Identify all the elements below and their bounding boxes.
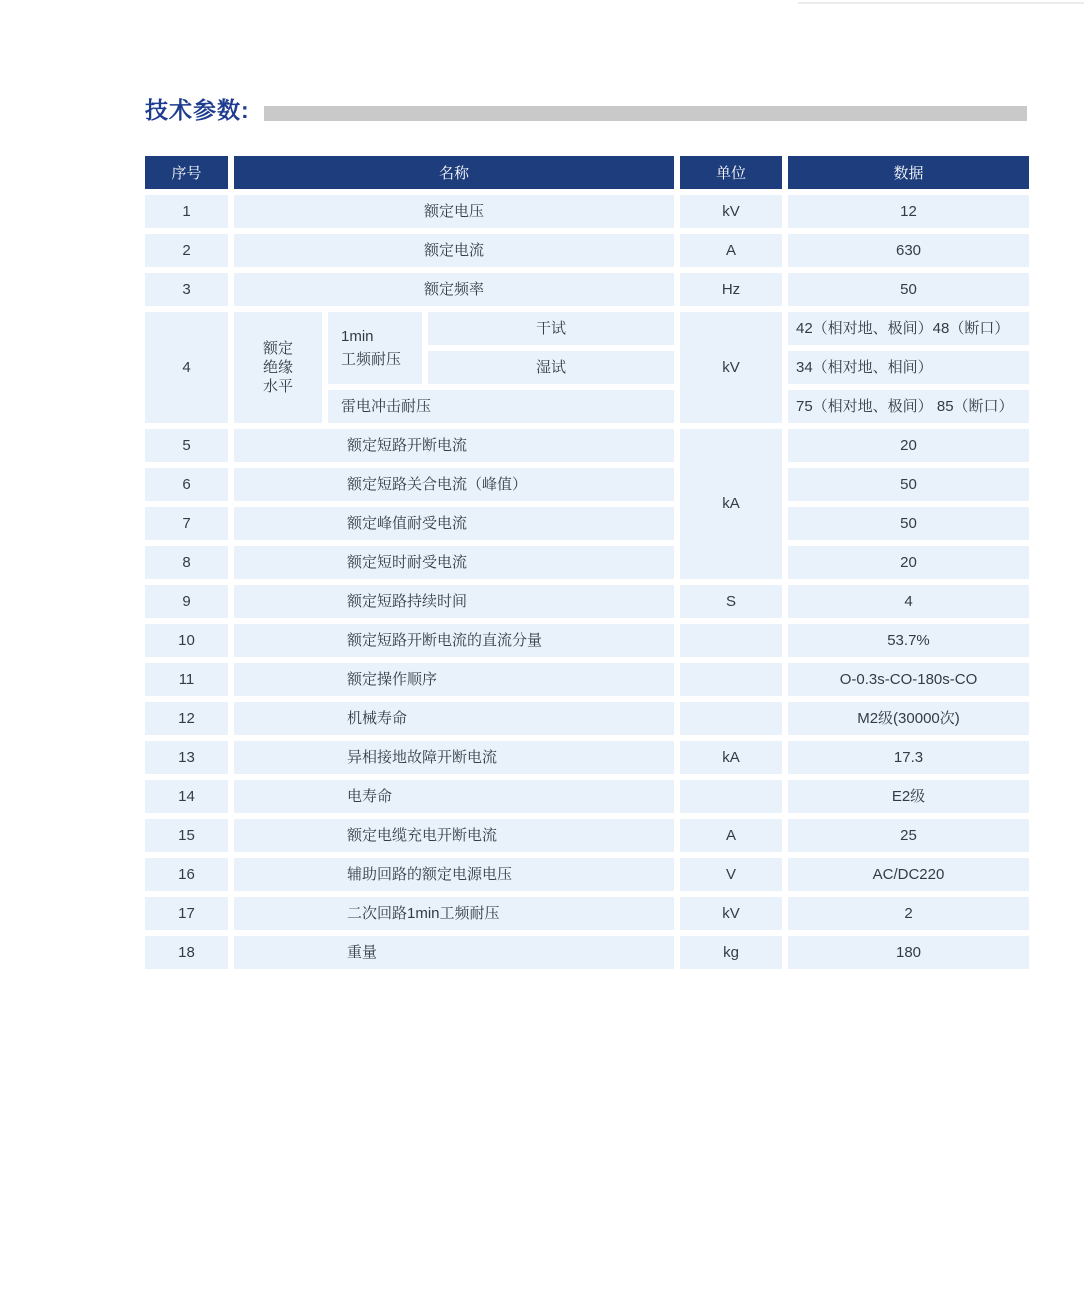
- col-header-name: 名称: [234, 156, 674, 189]
- row-11-data: O-0.3s-CO-180s-CO: [788, 663, 1029, 696]
- row-12-name: 机械寿命: [234, 702, 674, 735]
- row-16-data: AC/DC220: [788, 858, 1029, 891]
- row-3-unit: Hz: [680, 273, 782, 306]
- row-18-unit: kg: [680, 936, 782, 969]
- row-6-data: 50: [788, 468, 1029, 501]
- row-5-no: 5: [145, 429, 228, 462]
- row-2-data: 630: [788, 234, 1029, 267]
- row-4-lightning-impulse-data: 75（相对地、极间） 85（断口）: [788, 390, 1029, 423]
- row-2-name: 额定电流: [234, 234, 674, 267]
- row-15-no: 15: [145, 819, 228, 852]
- row-17-no: 17: [145, 897, 228, 930]
- row-12-data: M2级(30000次): [788, 702, 1029, 735]
- page-edge-artifact: [798, 2, 1084, 4]
- row-18-name: 重量: [234, 936, 674, 969]
- row-4-lightning-impulse-name: 雷电冲击耐压: [328, 390, 674, 423]
- row-15-name: 额定电缆充电开断电流: [234, 819, 674, 852]
- row-5-name: 额定短路开断电流: [234, 429, 674, 462]
- row-2-no: 2: [145, 234, 228, 267]
- row-3-no: 3: [145, 273, 228, 306]
- row-2-unit: A: [680, 234, 782, 267]
- row-7-no: 7: [145, 507, 228, 540]
- row-14-no: 14: [145, 780, 228, 813]
- row-12-unit: [680, 702, 782, 735]
- row-5-data: 20: [788, 429, 1029, 462]
- row-10-unit: [680, 624, 782, 657]
- row-9-name: 额定短路持续时间: [234, 585, 674, 618]
- row-13-name: 异相接地故障开断电流: [234, 741, 674, 774]
- row-1-data: 12: [788, 195, 1029, 228]
- row-13-unit: kA: [680, 741, 782, 774]
- row-16-name: 辅助回路的额定电源电压: [234, 858, 674, 891]
- rows-5-8-unit-merged: kA: [680, 429, 782, 579]
- row-10-name: 额定短路开断电流的直流分量: [234, 624, 674, 657]
- row-17-name: 二次回路1min工频耐压: [234, 897, 674, 930]
- row-12-no: 12: [145, 702, 228, 735]
- row-3-name: 额定频率: [234, 273, 674, 306]
- row-15-unit: A: [680, 819, 782, 852]
- row-4-unit: kV: [680, 312, 782, 423]
- row-18-no: 18: [145, 936, 228, 969]
- row-10-data: 53.7%: [788, 624, 1029, 657]
- row-9-data: 4: [788, 585, 1029, 618]
- row-4-power-frequency-withstand-label: 1min 工频耐压: [328, 312, 422, 384]
- row-4-dry-test-name: 干试: [428, 312, 674, 345]
- row-8-data: 20: [788, 546, 1029, 579]
- col-header-data: 数据: [788, 156, 1029, 189]
- row-9-no: 9: [145, 585, 228, 618]
- row-6-no: 6: [145, 468, 228, 501]
- row-14-unit: [680, 780, 782, 813]
- row-4-dry-test-data: 42（相对地、极间）48（断口）: [788, 312, 1029, 345]
- row-14-name: 电寿命: [234, 780, 674, 813]
- row-1-name: 额定电压: [234, 195, 674, 228]
- row-17-unit: kV: [680, 897, 782, 930]
- row-18-data: 180: [788, 936, 1029, 969]
- row-11-name: 额定操作顺序: [234, 663, 674, 696]
- row-7-data: 50: [788, 507, 1029, 540]
- col-header-unit: 单位: [680, 156, 782, 189]
- row-9-unit: S: [680, 585, 782, 618]
- row-4-wet-test-name: 湿试: [428, 351, 674, 384]
- row-14-data: E2级: [788, 780, 1029, 813]
- row-1-unit: kV: [680, 195, 782, 228]
- row-10-no: 10: [145, 624, 228, 657]
- row-17-data: 2: [788, 897, 1029, 930]
- row-1-no: 1: [145, 195, 228, 228]
- row-7-name: 额定峰值耐受电流: [234, 507, 674, 540]
- row-8-name: 额定短时耐受电流: [234, 546, 674, 579]
- row-8-no: 8: [145, 546, 228, 579]
- row-4-wet-test-data: 34（相对地、相间）: [788, 351, 1029, 384]
- row-13-no: 13: [145, 741, 228, 774]
- row-16-no: 16: [145, 858, 228, 891]
- row-16-unit: V: [680, 858, 782, 891]
- row-15-data: 25: [788, 819, 1029, 852]
- title-accent-bar: [264, 106, 1027, 121]
- row-13-data: 17.3: [788, 741, 1029, 774]
- row-4-no: 4: [145, 312, 228, 423]
- col-header-no: 序号: [145, 156, 228, 189]
- row-6-name: 额定短路关合电流（峰值）: [234, 468, 674, 501]
- row-11-no: 11: [145, 663, 228, 696]
- row-3-data: 50: [788, 273, 1029, 306]
- section-title: 技术参数:: [145, 97, 250, 123]
- row-4-insulation-group-label: 额定 绝缘 水平: [234, 312, 322, 423]
- parameters-table: [145, 156, 1029, 969]
- row-11-unit: [680, 663, 782, 696]
